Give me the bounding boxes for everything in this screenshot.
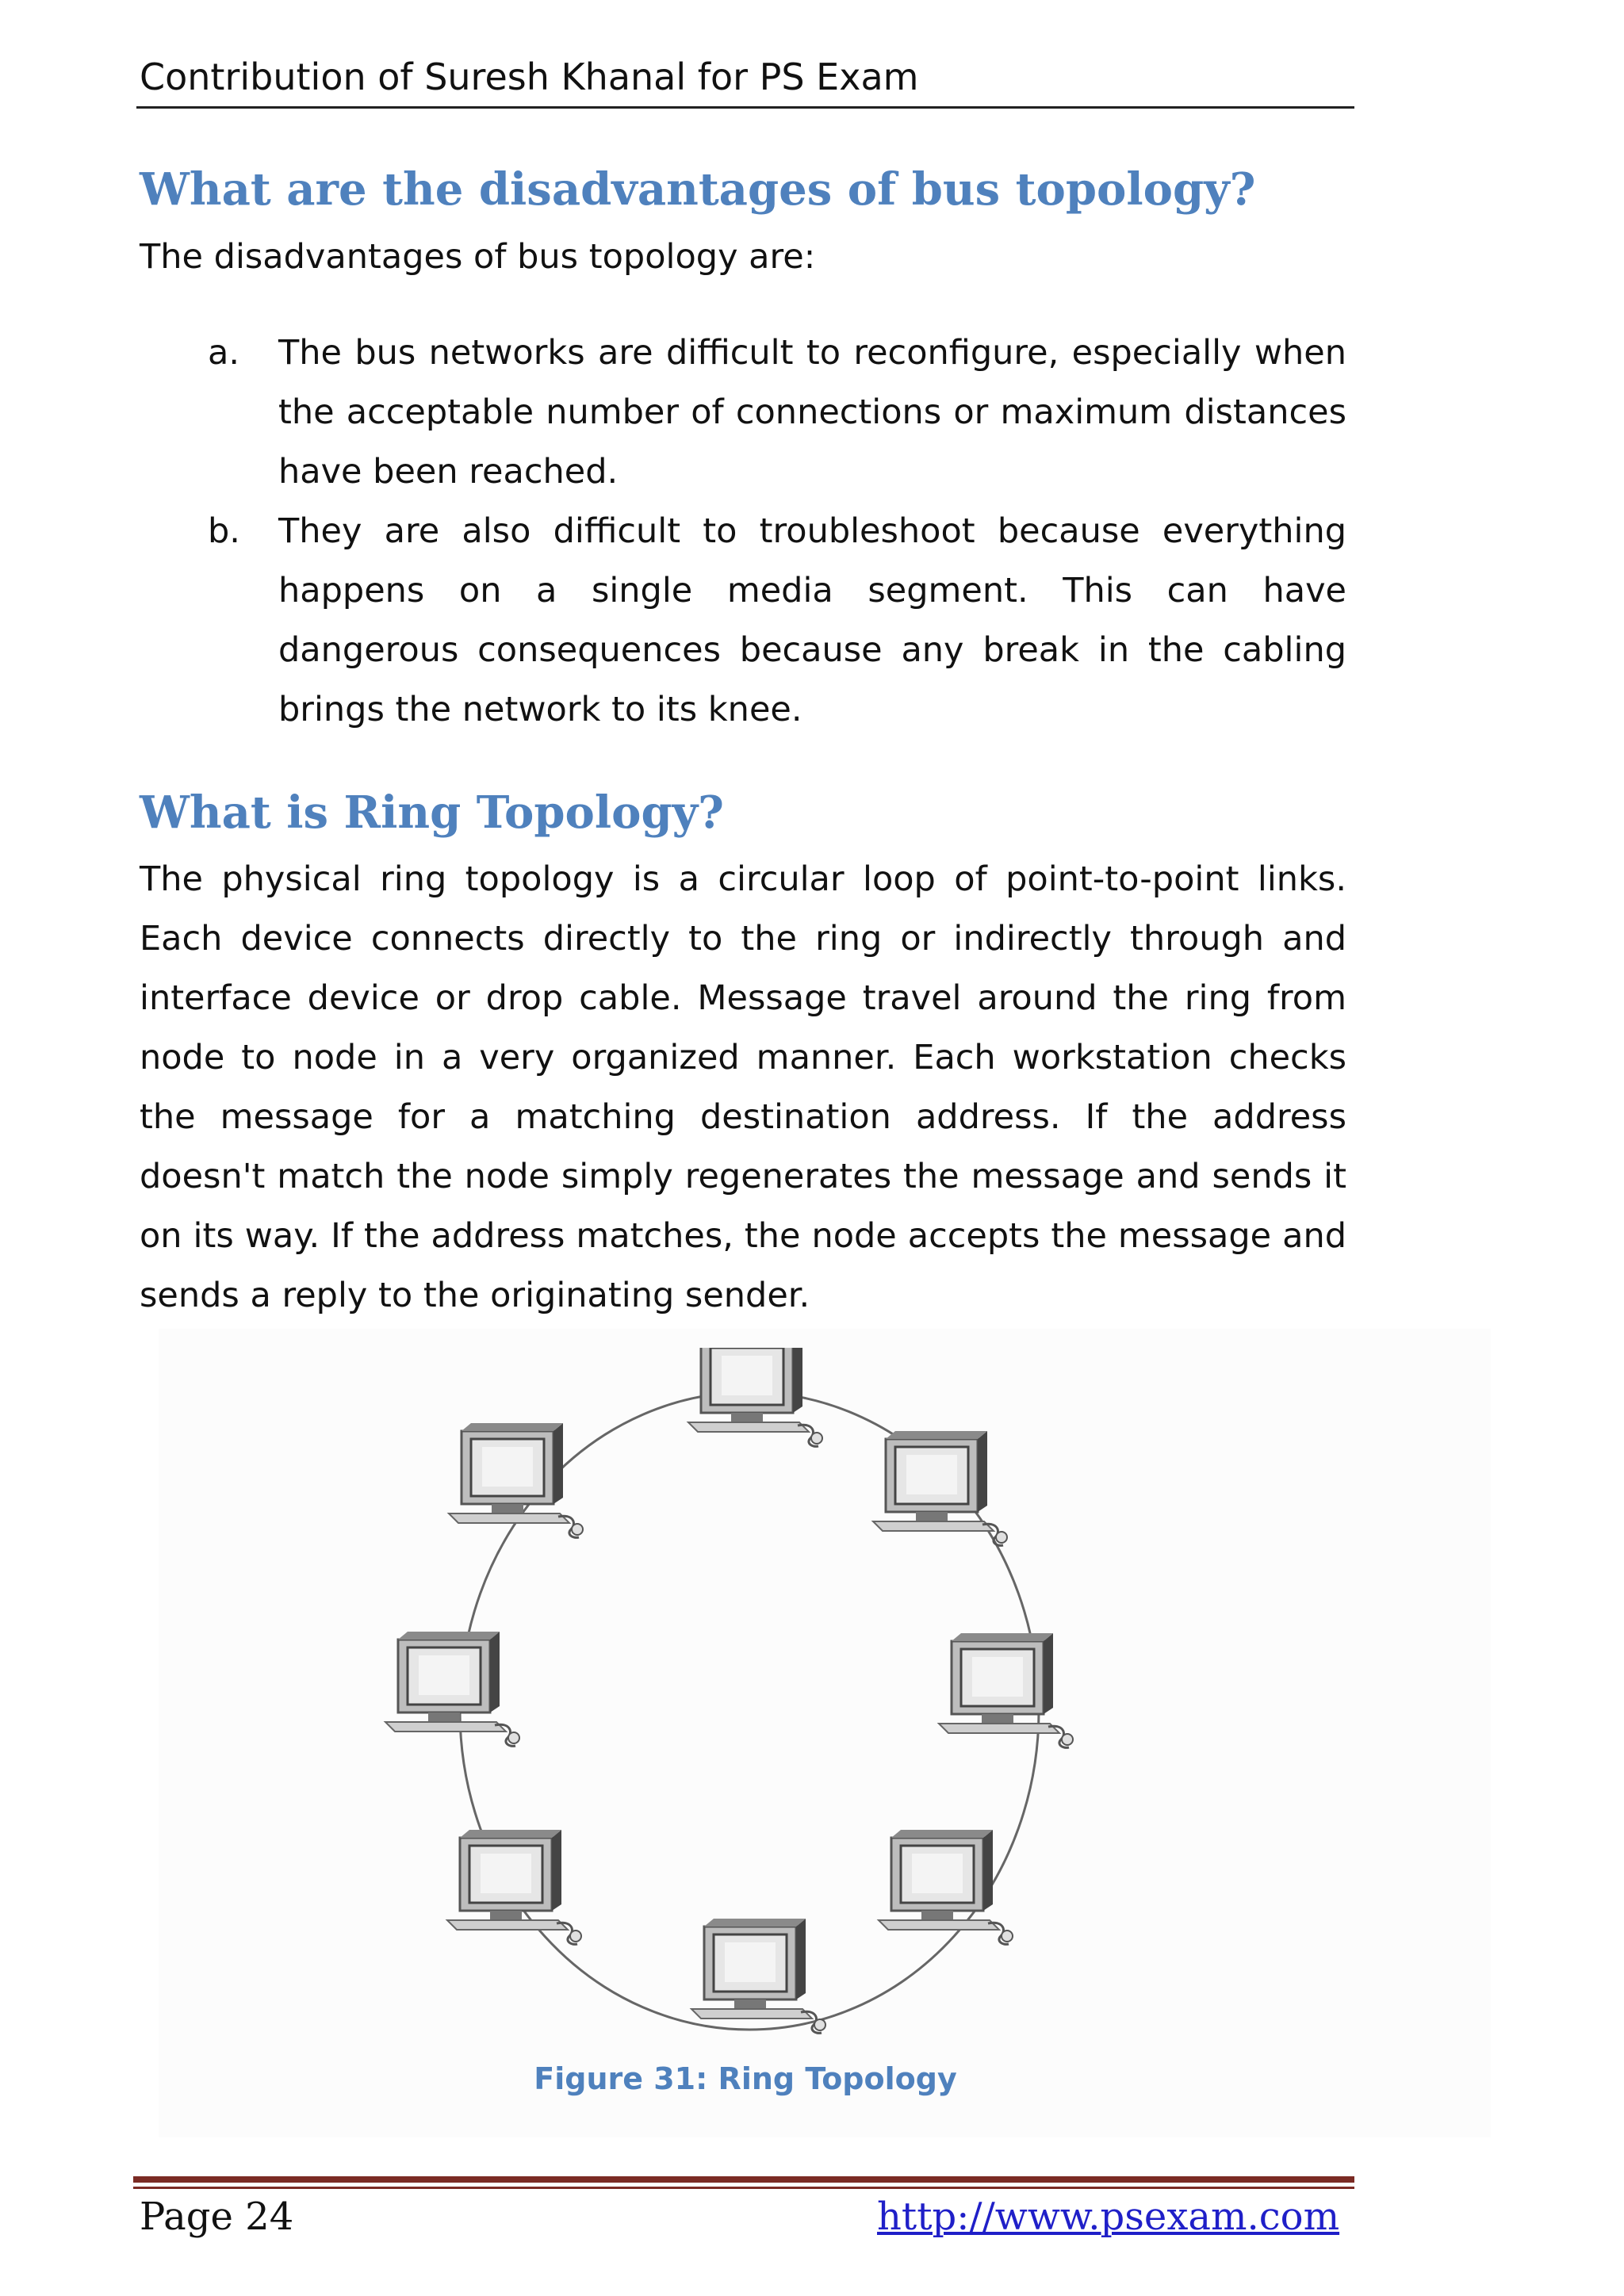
list-item-text: They are also difficult to troubleshoot because everything happens on a single media segment. This can have dangerous consequences because any break in the cabling brings the network to its knee. <box>278 511 1346 729</box>
header-rule <box>136 106 1354 109</box>
running-header: Contribution of Suresh Khanal for PS Exam <box>140 55 919 98</box>
section-heading-bus-disadvantages: What are the disadvantages of bus topology? <box>140 163 1256 216</box>
page-number: Page 24 <box>140 2195 294 2239</box>
disadvantages-list <box>140 323 1346 740</box>
footer-rule-thin <box>133 2187 1354 2189</box>
list-marker: b. <box>208 511 240 551</box>
computer-icon <box>879 1830 1013 1944</box>
computer-icon <box>691 1919 825 2033</box>
section-heading-ring-topology: What is Ring Topology? <box>140 786 724 839</box>
list-item <box>140 323 1346 502</box>
figure-caption: Figure 31: Ring Topology <box>534 2061 957 2096</box>
computer-icon <box>449 1423 583 1537</box>
footer-rule <box>133 2176 1354 2183</box>
computer-icon <box>688 1348 822 1446</box>
list-item <box>140 502 1346 740</box>
website-link[interactable]: http://www.psexam.com <box>877 2195 1340 2239</box>
section-intro: The disadvantages of bus topology are: <box>140 237 816 277</box>
computer-icon <box>447 1830 581 1944</box>
ring-topology-paragraph: The physical ring topology is a circular loop of point-to-point links. Each device connects directly to the ring or indirectly through and interface device or drop cable. Message travel around the ring from node to node in a very organized manner. Each workstation checks the message for a matching destination address. If the address doesn't match the node simply regenerates the message and sends it on its way. If the address matches, the node accepts the message and sends a reply to the originating sender. <box>140 859 1346 1315</box>
computer-icon <box>873 1431 1007 1545</box>
list-marker: a. <box>208 333 240 373</box>
ring-topology-diagram <box>357 1348 1150 2045</box>
computer-icon <box>385 1632 519 1746</box>
computer-icon <box>939 1633 1073 1747</box>
list-item-text: The bus networks are difficult to reconfigure, especially when the acceptable number of connections or maximum distances have been reached. <box>278 333 1346 492</box>
